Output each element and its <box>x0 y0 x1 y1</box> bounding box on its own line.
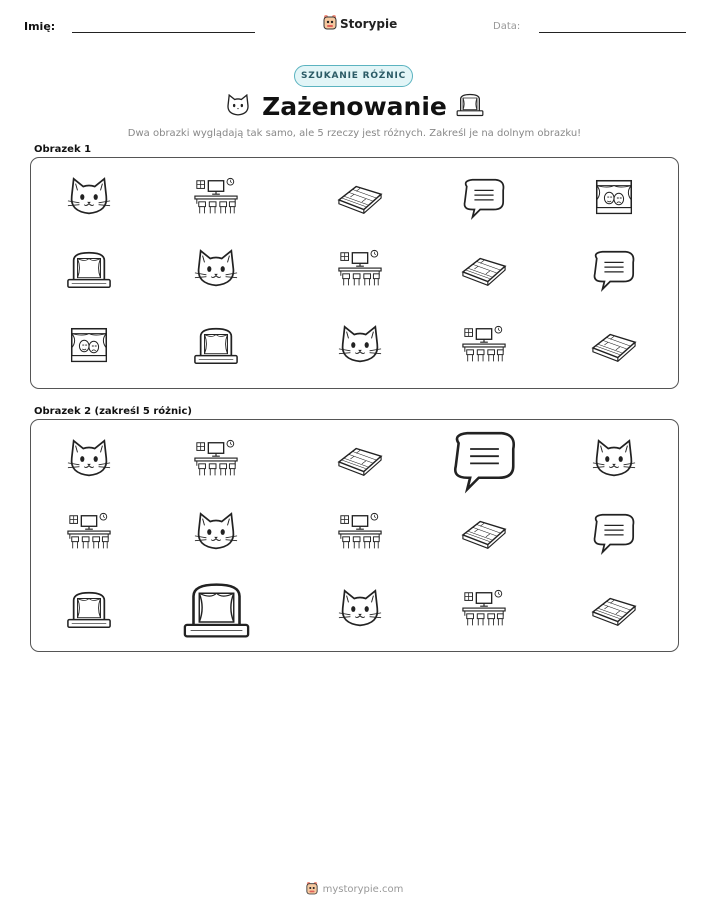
classroom-icon[interactable] <box>193 437 239 483</box>
footer-url: mystorypie.com <box>322 884 404 895</box>
theater-stage-icon <box>456 92 484 122</box>
picture2-label: Obrazek 2 (zakreśl 5 różnic) <box>34 406 192 417</box>
cat-face-icon[interactable] <box>337 587 383 633</box>
cat-face-icon[interactable] <box>193 247 239 293</box>
classroom-icon[interactable] <box>461 587 507 633</box>
theater-stage-icon-svg <box>456 92 484 118</box>
theater-stage-icon[interactable] <box>193 323 239 369</box>
name-label: Imię: <box>24 20 56 33</box>
name-line[interactable] <box>72 32 255 33</box>
storypie-logo-icon <box>323 14 337 34</box>
theater-stage-icon[interactable] <box>66 247 112 293</box>
instructions: Dwa obrazki wyglądają tak samo, ale 5 rzeczy jest różnych. Zakreśl je na dolnym obrazku! <box>127 128 582 139</box>
date-label: Data: <box>493 21 521 32</box>
wooden-floor-icon[interactable] <box>337 175 383 221</box>
wooden-floor-icon[interactable] <box>591 587 637 633</box>
date-line[interactable] <box>539 32 686 33</box>
brand <box>323 14 397 34</box>
theater-stage-icon[interactable] <box>182 576 251 645</box>
classroom-icon[interactable] <box>337 247 383 293</box>
speech-bubble-icon[interactable] <box>461 175 507 221</box>
classroom-icon[interactable] <box>193 175 239 221</box>
theater-masks-stage-icon[interactable] <box>591 175 637 221</box>
theater-stage-icon[interactable] <box>66 587 112 633</box>
classroom-icon[interactable] <box>461 323 507 369</box>
cat-face-icon[interactable] <box>591 437 637 483</box>
cat-face-icon[interactable] <box>193 510 239 556</box>
classroom-icon[interactable] <box>66 510 112 556</box>
brand-name: Storypie <box>340 17 398 31</box>
picture1-label: Obrazek 1 <box>34 144 92 155</box>
page-title: Zażenowanie <box>262 92 447 121</box>
wooden-floor-icon[interactable] <box>461 247 507 293</box>
speech-bubble-icon[interactable] <box>450 426 519 495</box>
storypie-logo-icon <box>306 880 318 899</box>
wooden-floor-icon[interactable] <box>591 323 637 369</box>
classroom-icon[interactable] <box>337 510 383 556</box>
wooden-floor-icon[interactable] <box>337 437 383 483</box>
wooden-floor-icon[interactable] <box>461 510 507 556</box>
speech-bubble-icon[interactable] <box>591 510 637 556</box>
cat-face-icon[interactable] <box>66 175 112 221</box>
footer <box>0 880 709 899</box>
speech-bubble-icon[interactable] <box>591 247 637 293</box>
cat-face-icon[interactable] <box>337 323 383 369</box>
activity-badge: SZUKANIE RÓŻNIC <box>294 65 413 87</box>
cat-face-icon[interactable] <box>66 437 112 483</box>
theater-masks-stage-icon[interactable] <box>66 323 112 369</box>
